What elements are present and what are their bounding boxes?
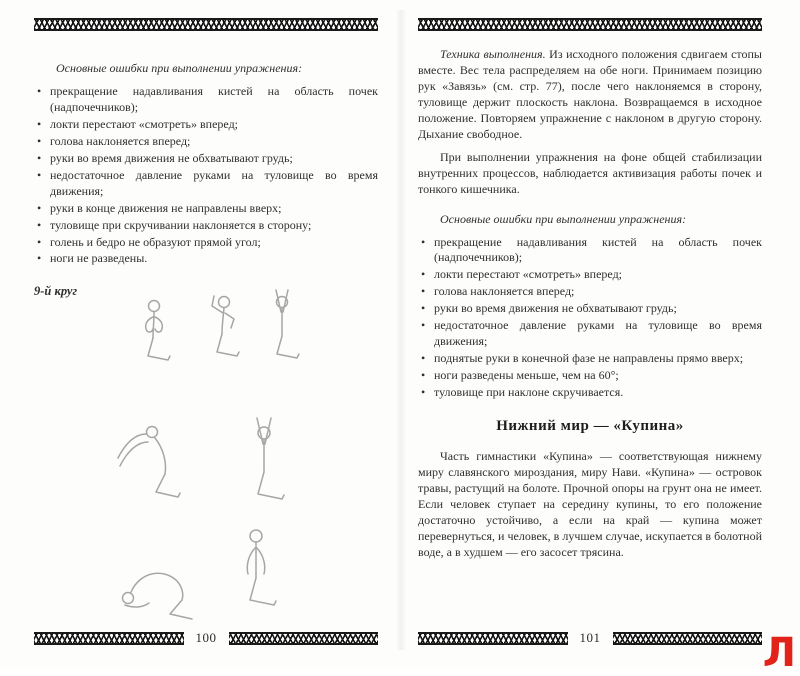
error-item: • туловище при наклоне скручивается. <box>418 385 762 401</box>
page-number-left: 100 <box>195 630 217 645</box>
errors-list <box>418 235 762 402</box>
knotwork-border-bottom-right-segment <box>229 632 379 645</box>
knotwork-border-top <box>418 18 762 31</box>
knotwork-border-bottom-left-segment <box>34 632 184 645</box>
error-item: • локти перестают «смотреть» вперед; <box>34 117 378 133</box>
error-item: • поднятые руки в конечной фазе не направлены прямо вверх; <box>418 351 762 367</box>
right-page-footer <box>418 630 762 646</box>
page-number-right: 101 <box>579 630 601 645</box>
figure-deep-backbend-bridge-icon <box>116 528 202 626</box>
page-gutter <box>396 10 406 650</box>
labirint-logo: Л <box>762 630 796 676</box>
technique-paragraph <box>418 47 762 143</box>
left-page-footer <box>34 630 378 646</box>
error-item: • недостаточное давление руками на туловище во время движения; <box>418 318 762 350</box>
errors-list <box>34 84 378 267</box>
right-page <box>414 12 766 660</box>
circle-label: 9-й круг <box>34 284 78 299</box>
error-item: • туловище при скручивании наклоняется в сторону; <box>34 218 378 234</box>
exercise-figures <box>30 280 382 630</box>
error-item: • прекращение надавливания кистей на область почек (надпочечников); <box>34 84 378 116</box>
figure-kneeling-hands-at-chest-icon <box>130 298 178 373</box>
figure-kneeling-arm-raised-twist-icon <box>198 292 246 372</box>
left-page <box>30 12 382 660</box>
errors-heading: Основные ошибки при выполнении упражнения: <box>56 61 303 75</box>
error-item: • руки во время движения не обхватывают грудь; <box>418 301 762 317</box>
error-item: • голень и бедро не образуют прямой угол; <box>34 235 378 251</box>
error-item: • ноги разведены меньше, чем на 60°; <box>418 368 762 384</box>
error-item: • локти перестают «смотреть» вперед; <box>418 267 762 283</box>
section-title: Нижний мир — «Купина» <box>496 418 684 435</box>
knotwork-border-bottom-left-segment <box>418 632 568 645</box>
error-item: • голова наклоняется вперед; <box>418 284 762 300</box>
knotwork-border-top <box>34 18 378 31</box>
technique-heading: Техника выполнения. <box>440 47 550 61</box>
technique-text: Из исходного положения сдвигаем стопы вместе. Вес тела распределяем на обе ноги. Принимаем позицию рук «Завязь» (см. стр. 77), после чего наклоняемся в сторону, туловище держит плоскость наклона. Возвращаемся в исходное положение. Повторяем упражнение с наклоном в другую сторону. Дыхание свободное. <box>418 47 762 141</box>
error-item: • руки в конце движения не направлены вверх; <box>34 201 378 217</box>
error-item: • голова наклоняется вперед; <box>34 134 378 150</box>
section-paragraph: Часть гимнастики «Купина» — соответствующая нижнему миру славянского мироздания, миру Нави. «Купина» — островок травы, растущий на болоте. Прочной опоры на грунт она не имеет. Если человек ступает на середину купины, то его положение достаточно устойчиво, а если на край — купина может перевернуться, и человек, в лучшем случае, искупается в болотной воде, а в худшем — его засосет трясина. <box>418 449 762 559</box>
errors-heading: Основные ошибки при выполнении упражнения: <box>440 211 687 226</box>
figure-kneeling-backbend-arms-overhead-icon <box>110 420 192 512</box>
error-item: • прекращение надавливания кистей на область почек (надпочечников); <box>418 235 762 267</box>
figure-kneeling-arms-up-icon <box>258 286 306 374</box>
figure-kneeling-arms-up-tall-icon <box>236 414 291 516</box>
error-item: • руки во время движения не обхватывают грудь; <box>34 151 378 167</box>
effect-paragraph: При выполнении упражнения на фоне общей стабилизации внутренних процессов, наблюдается активизация работы почек и тонкого кишечника. <box>418 149 762 196</box>
error-item: • ноги не разведены. <box>34 251 378 267</box>
figure-kneeling-arms-down-icon <box>228 524 286 628</box>
error-item: • недостаточное давление руками на туловище во время движения; <box>34 168 378 200</box>
knotwork-border-bottom-right-segment <box>613 632 763 645</box>
